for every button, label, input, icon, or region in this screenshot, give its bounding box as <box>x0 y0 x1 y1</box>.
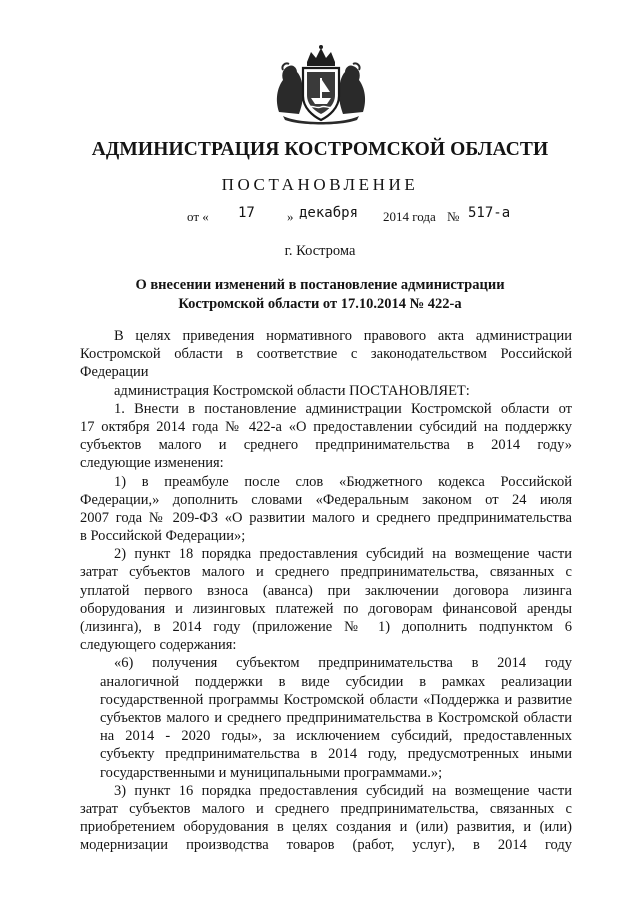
paragraph-line: 17 октября 2014 года № 422-а «О предоставлении субсидий на поддержку <box>80 418 572 435</box>
title-line: О внесении изменений в постановление администрации <box>135 277 505 293</box>
title-line: Костромской области от 17.10.2014 № 422-а <box>178 296 462 312</box>
paragraph-line: (лизинга), в 2014 году (приложение № 1) дополнить подпунктом 6 <box>80 619 572 635</box>
date-day: 17 <box>238 205 255 221</box>
paragraph-line: следующие изменения: <box>80 455 224 472</box>
paragraph-line: на 2014 - 2020 годы», за исключением субсидий, предоставленных <box>100 728 572 745</box>
paragraph-line: следующего содержания: <box>80 637 237 654</box>
paragraph-line: 1) в преамбуле после слов «Бюджетного кодекса Российской <box>114 473 572 490</box>
date-quote-close: » <box>287 209 294 224</box>
paragraph-line: субъектов малого и среднего предпринимательства в 2014 году» <box>80 437 572 454</box>
paragraph-line: приобретением оборудования в целях создания и (или) развития, и (или) <box>80 819 572 836</box>
city-line: г. Кострома <box>284 243 356 259</box>
date-number-line <box>0 205 640 229</box>
organization-heading: АДМИНИСТРАЦИЯ КОСТРОМСКОЙ ОБЛАСТИ <box>91 139 549 160</box>
coat-of-arms-emblem <box>269 44 373 126</box>
paragraph-line: «6) получения субъектом предпринимательства в 2014 году <box>114 655 572 672</box>
number-sign: № <box>447 209 460 224</box>
paragraph-line: Федерации <box>80 364 149 381</box>
paragraph-line: В целях приведения нормативного правового акта администрации <box>114 328 572 344</box>
paragraph-line: в Российской Федерации»; <box>80 528 246 545</box>
paragraph-line: оборудования и лизинговых платежей по договорам финансовой аренды <box>80 600 572 617</box>
document-number: 517-а <box>468 205 511 221</box>
document-type: ПОСТАНОВЛЕНИЕ <box>221 175 419 194</box>
paragraph-line: Федерации,» дополнить словами «Федеральным законом от 24 июля <box>80 491 572 508</box>
paragraph-line: модернизации производства товаров (работ, услуг), в 2014 году <box>80 837 572 854</box>
document-title <box>100 276 540 314</box>
paragraph-line: затрат субъектов малого и среднего предпринимательства, связанных с <box>80 800 572 817</box>
paragraph-line: государственными и муниципальными программами.»; <box>100 764 443 781</box>
paragraph-line: субъекту предпринимательства в 2014 году, предусмотренных иными <box>100 746 572 763</box>
paragraph-line: 2) пункт 18 порядка предоставления субсидий на возмещение части <box>114 546 572 563</box>
date-prefix: от « <box>187 209 209 224</box>
paragraph-line: субъектов малого и среднего предпринимательства в Костромской области <box>100 709 572 726</box>
paragraph-line: администрация Костромской области ПОСТАНОВЛЯЕТ: <box>114 382 470 399</box>
paragraph-line: 1. Внести в постановление администрации Костромской области от <box>114 400 572 417</box>
paragraph-line: Костромской области в соответствие с законодательством Российской <box>80 346 572 363</box>
paragraph-line: 3) пункт 16 порядка предоставления субсидий на возмещение части <box>114 782 572 799</box>
paragraph-line: аналогичной поддержки в виде субсидии в рамках реализации <box>100 673 572 690</box>
date-month: декабря <box>299 205 359 221</box>
paragraph-line: 2007 года № 209-ФЗ «О развитии малого и среднего предпринимательства <box>80 509 572 526</box>
date-year: 2014 года <box>383 209 436 224</box>
paragraph-line: уплатой первого взноса (аванса) при заключении договора лизинга <box>80 582 572 599</box>
paragraph-line: государственной программы Костромской области «Поддержка и развитие <box>100 691 572 708</box>
document-body <box>80 327 572 854</box>
paragraph-line: затрат субъектов малого и среднего предпринимательства, связанных с <box>80 564 572 581</box>
